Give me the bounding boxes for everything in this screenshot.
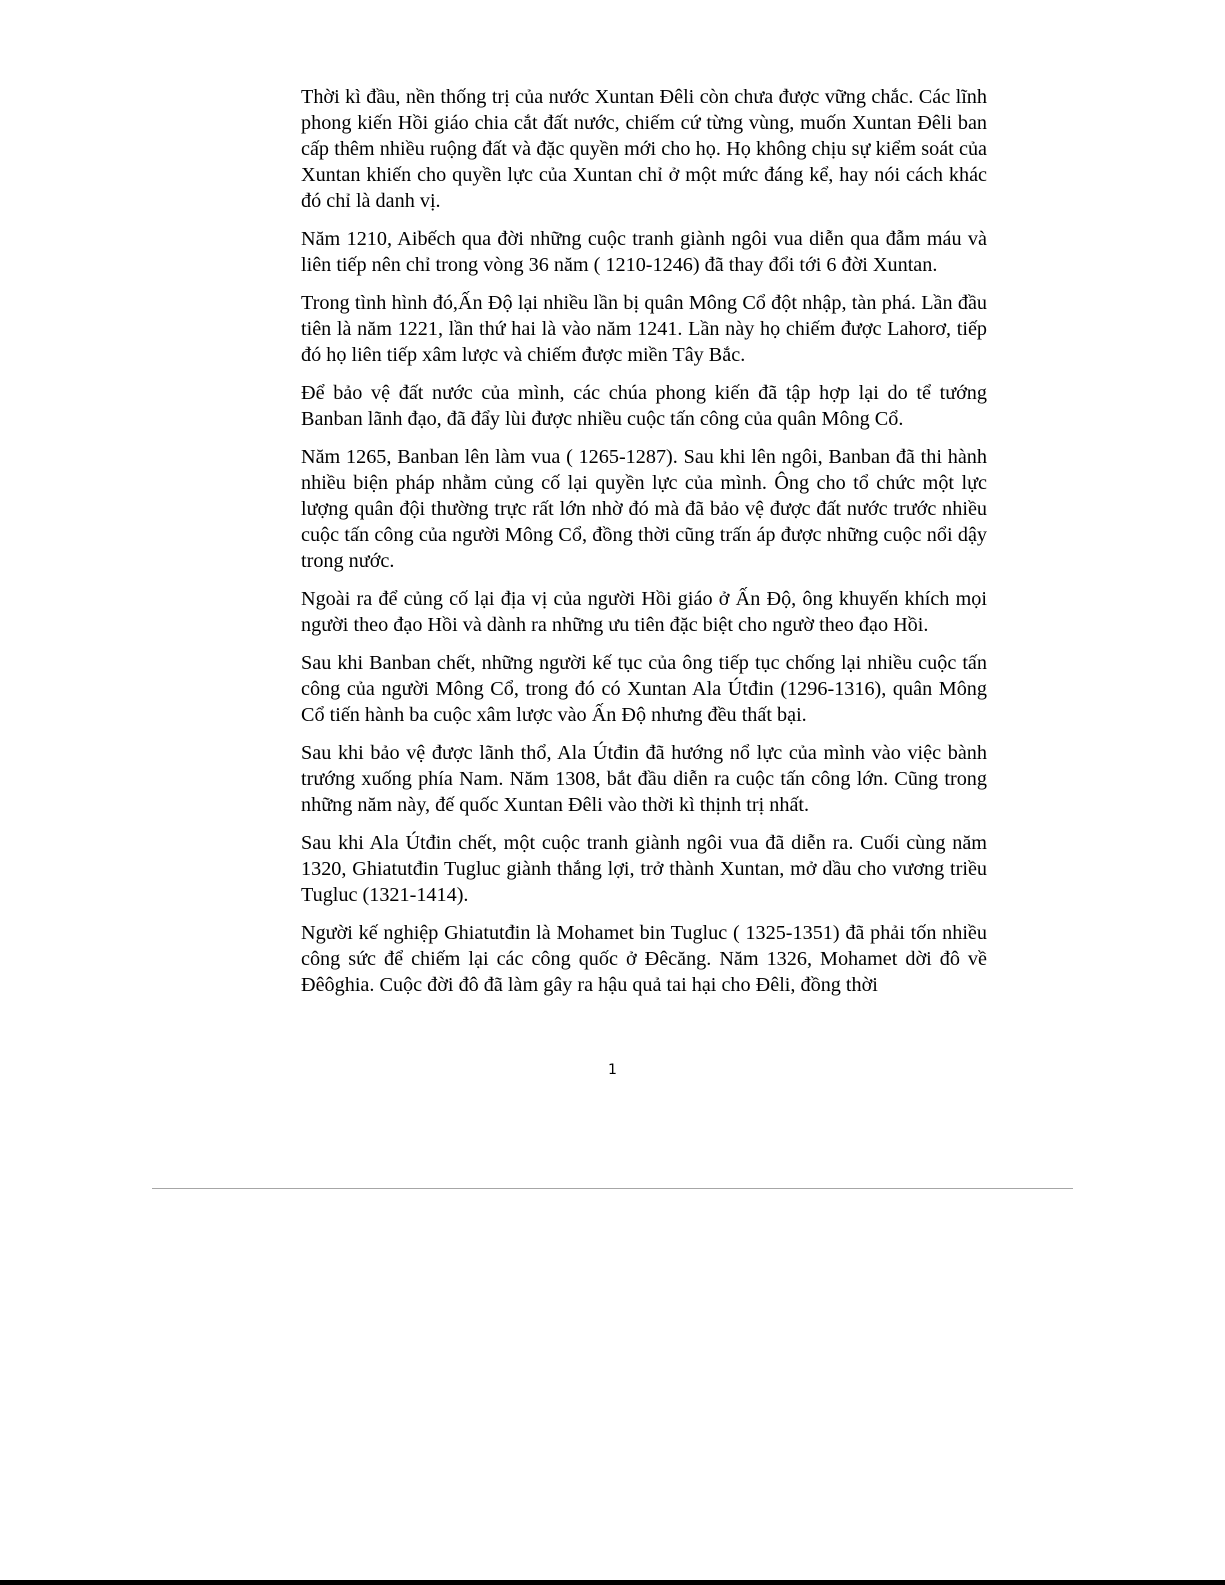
paragraph-2: Năm 1210, Aibếch qua đời những cuộc tranh giành ngôi vua diễn qua đẫm máu và liên tiếp nên chỉ trong vòng 36 năm ( 1210-1246) đã thay đổi tới 6 đời Xuntan. bbox=[301, 228, 987, 276]
paragraph-5: Năm 1265, Banban lên làm vua ( 1265-1287). Sau khi lên ngôi, Banban đã thi hành nhiều biện pháp nhằm củng cố lại quyền lực của mình. Ông cho tổ chức một lực lượng quân đội thường trực rất lớn nhờ đó mà đã bảo vệ được đất nước trước nhiều cuộc tấn công của người Mông Cổ, đồng thời cũng trấn áp được những cuộc nổi dậy trong nước. bbox=[301, 446, 987, 572]
paragraph-10: Người kế nghiệp Ghiatutđin là Mohamet bin Tugluc ( 1325-1351) đã phải tốn nhiều công sức để chiếm lại các công quốc ở Đêcăng. Năm 1326, Mohamet dời đô về Đêôghia. Cuộc đời đô đã làm gây ra hậu quả tai hại cho Đêli, đồng thời bbox=[301, 922, 987, 996]
paragraph-7: Sau khi Banban chết, những người kế tục của ông tiếp tục chống lại nhiều cuộc tấn công của người Mông Cổ, trong đó có Xuntan Ala Útđin (1296-1316), quân Mông Cổ tiến hành ba cuộc xâm lược vào Ấn Độ nhưng đều thất bại. bbox=[301, 652, 987, 726]
page-number: 1 bbox=[608, 1062, 617, 1078]
paragraph-1: Thời kì đầu, nền thống trị của nước Xuntan Đêli còn chưa được vững chắc. Các lĩnh phong kiến Hồi giáo chia cắt đất nước, chiếm cứ từng vùng, muốn Xuntan Đêli ban cấp thêm nhiều ruộng đất và đặc quyền mới cho họ. Họ không chịu sự kiểm soát của Xuntan khiến cho quyền lực của Xuntan chỉ ở một mức đáng kể, hay nói cách khác đó chỉ là danh vị. bbox=[301, 86, 987, 212]
document-body bbox=[301, 84, 987, 1010]
page-divider bbox=[152, 1188, 1073, 1189]
paragraph-3: Trong tình hình đó,Ấn Độ lại nhiều lần bị quân Mông Cổ đột nhập, tàn phá. Lần đầu tiên là năm 1221, lần thứ hai là vào năm 1241. Lần này họ chiếm được Lahorơ, tiếp đó họ liên tiếp xâm lược và chiếm được miền Tây Bắc. bbox=[301, 292, 987, 366]
paragraph-9: Sau khi Ala Útđin chết, một cuộc tranh giành ngôi vua đã diễn ra. Cuối cùng năm 1320, Ghiatutđin Tugluc giành thắng lợi, trở thành Xuntan, mở dầu cho vương triều Tugluc (1321-1414). bbox=[301, 832, 987, 906]
paragraph-4: Để bảo vệ đất nước của mình, các chúa phong kiến đã tập hợp lại do tể tướng Banban lãnh đạo, đã đẩy lùi được nhiều cuộc tấn công của quân Mông Cổ. bbox=[301, 382, 987, 430]
paragraph-8: Sau khi bảo vệ được lãnh thổ, Ala Útđin đã hướng nổ lực của mình vào việc bành trướng xuống phía Nam. Năm 1308, bắt đầu diễn ra cuộc tấn công lớn. Cũng trong những năm này, đế quốc Xuntan Đêli vào thời kì thịnh trị nhất. bbox=[301, 742, 987, 816]
paragraph-6: Ngoài ra để củng cố lại địa vị của người Hồi giáo ở Ấn Độ, ông khuyến khích mọi người theo đạo Hồi và dành ra những ưu tiên đặc biệt cho ngườ theo đạo Hồi. bbox=[301, 588, 987, 636]
bottom-edge bbox=[0, 1580, 1225, 1585]
